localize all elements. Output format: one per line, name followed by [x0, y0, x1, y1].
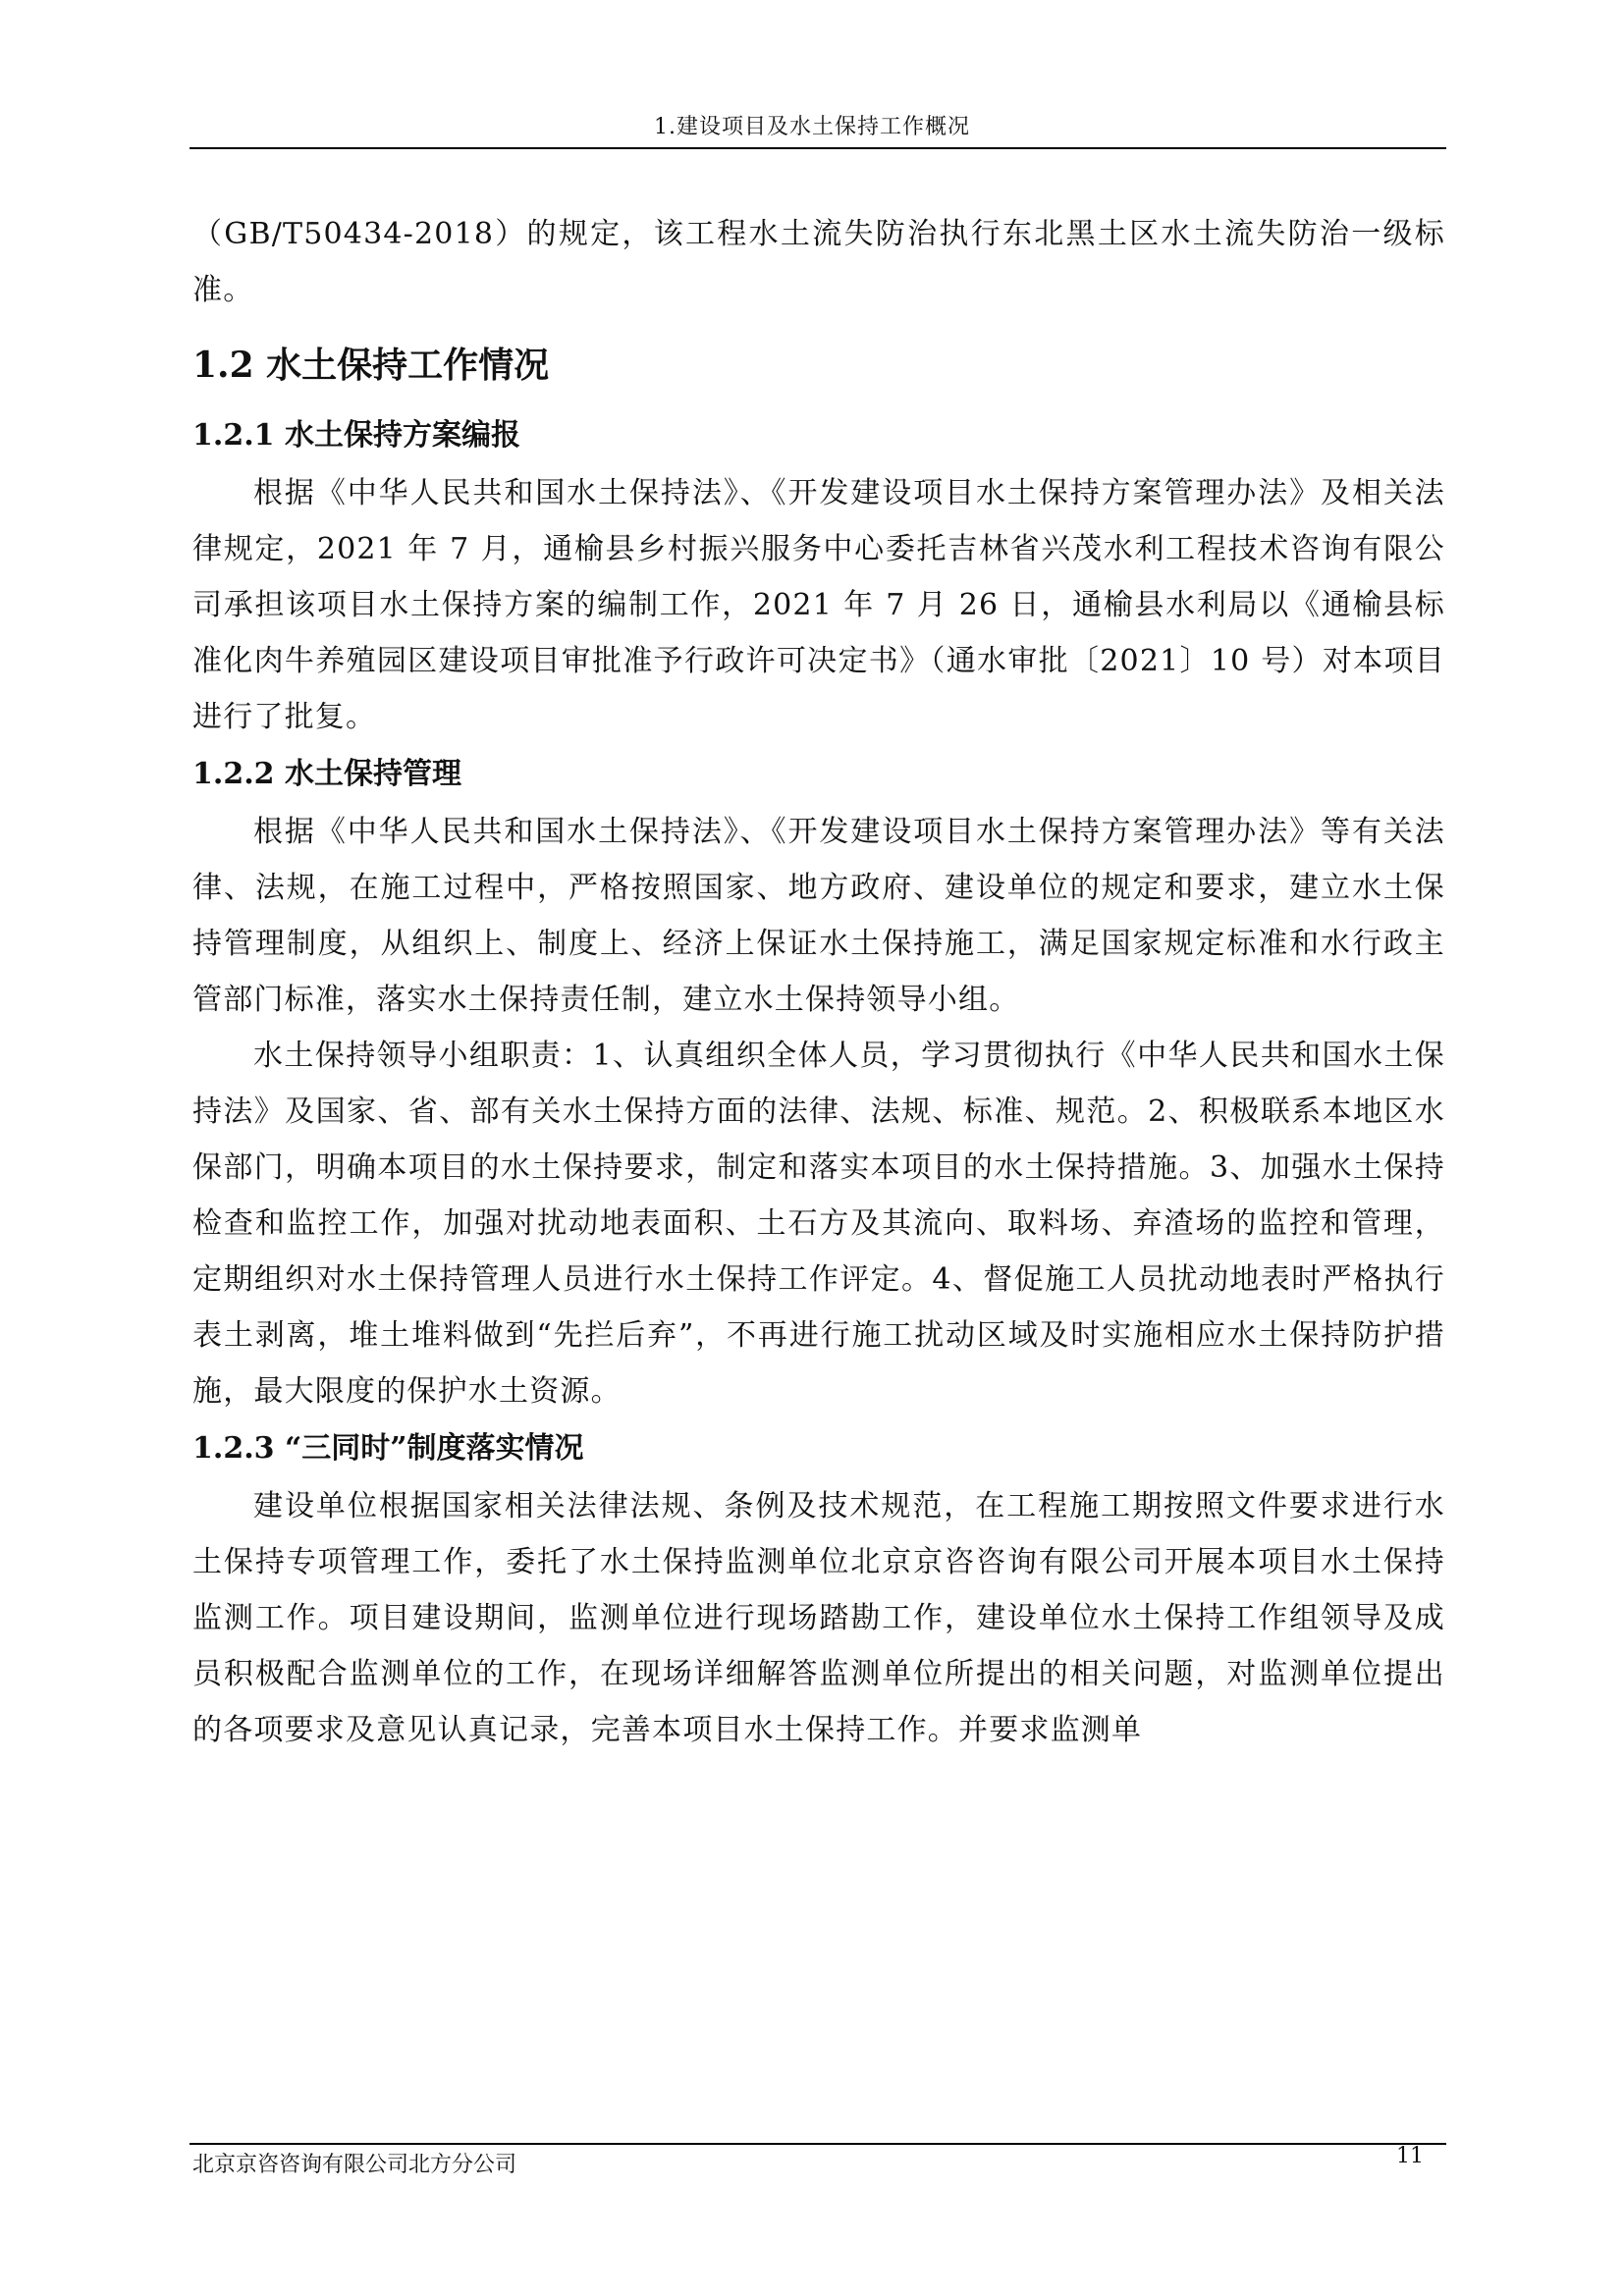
running-header: 1.建设项目及水土保持工作概况: [654, 115, 970, 139]
subsection-heading-1-2-3: 1.2.3 “三同时”制度落实情况: [192, 1431, 584, 1466]
footer-divider: [189, 2143, 1446, 2145]
footer-company: 北京京咨咨询有限公司北方分公司: [192, 2153, 517, 2177]
section-heading-1-2: 1.2 水土保持工作情况: [192, 345, 550, 386]
header-divider: [189, 147, 1446, 149]
paragraph-management: 根据《中华人民共和国水土保持法》、《开发建设项目水土保持方案管理办法》等有关法律、法规，在施工过程中，严格按照国家、地方政府、建设单位的规定和要求，建立水土保持管理制度，从组织上、制度上、经济上保证水土保持施工，满足国家规定标准和水行政主管部门标准，落实水土保持责任制，建立水土保持领导小组。: [192, 815, 1445, 1017]
page-number: 11: [1396, 2144, 1424, 2168]
subsection-heading-1-2-2: 1.2.2 水土保持管理: [192, 757, 461, 791]
paragraph-plan-submission: 根据《中华人民共和国水土保持法》、《开发建设项目水土保持方案管理办法》及相关法律规定，2021 年 7 月，通榆县乡村振兴服务中心委托吉林省兴茂水利工程技术咨询有限公司承担该项目水土保持方案的编制工作，2021 年 7 月 26 日，通榆县水利局以《通榆县标准化肉牛养殖园区建设项目审批准予行政许可决定书》（通水审批〔2021〕10 号）对本项目进行了批复。: [192, 476, 1445, 734]
subsection-heading-1-2-1: 1.2.1 水土保持方案编报: [192, 418, 520, 453]
page-body: [192, 206, 1445, 1758]
paragraph-leadership-duties: 水土保持领导小组职责：1、认真组织全体人员，学习贯彻执行《中华人民共和国水土保持法》及国家、省、部有关水土保持方面的法律、法规、标准、规范。2、积极联系本地区水保部门，明确本项目的水土保持要求，制定和落实本项目的水土保持措施。3、加强水土保持检查和监控工作，加强对扰动地表面积、土石方及其流向、取料场、弃渣场的监控和管理，定期组织对水土保持管理人员进行水土保持工作评定。4、督促施工人员扰动地表时严格执行表土剥离，堆土堆料做到“先拦后弃”，不再进行施工扰动区域及时实施相应水土保持防护措施，最大限度的保护水土资源。: [192, 1039, 1445, 1409]
paragraph-three-simultaneities: 建设单位根据国家相关法律法规、条例及技术规范，在工程施工期按照文件要求进行水土保持专项管理工作，委托了水土保持监测单位北京京咨咨询有限公司开展本项目水土保持监测工作。项目建设期间，监测单位进行现场踏勘工作，建设单位水土保持工作组领导及成员积极配合监测单位的工作，在现场详细解答监测单位所提出的相关问题，对监测单位提出的各项要求及意见认真记录，完善本项目水土保持工作。并要求监测单: [192, 1489, 1445, 1747]
paragraph-standard: （GB/T50434-2018）的规定，该工程水土流失防治执行东北黑土区水土流失防治一级标准。: [192, 217, 1445, 307]
